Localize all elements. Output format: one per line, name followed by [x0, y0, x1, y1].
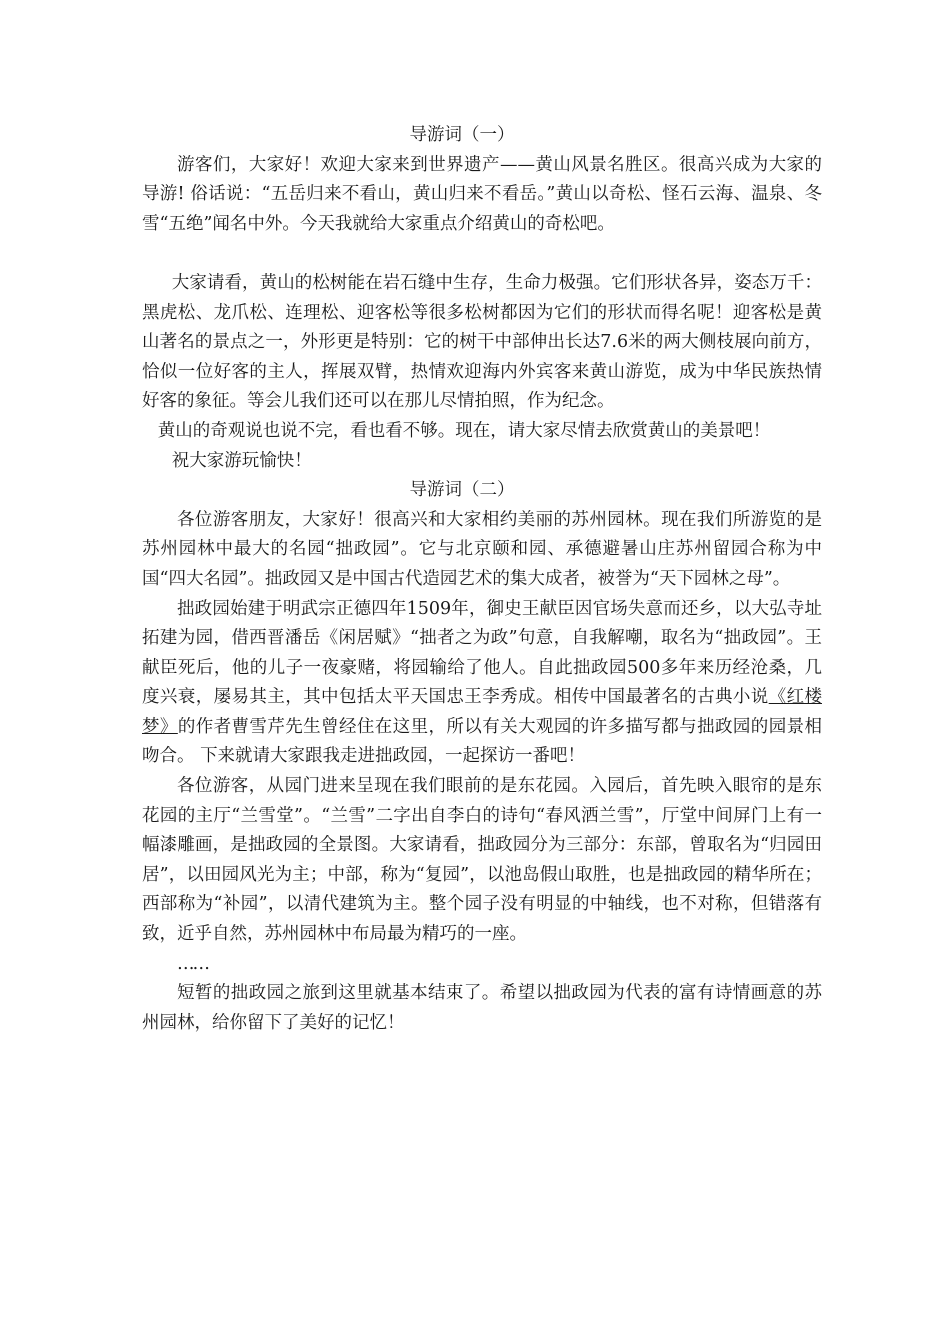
section1-paragraph-2: 大家请看，黄山的松树能在岩石缝中生存，生命力极强。它们形状各异，姿态万千：黑虎松、龙爪松、连理松、迎客松等很多松树都因为它们的形状而得名呢！迎客松是黄山著名的景点之一，外形更是特别：它的树干中部伸出长达7.6米的两大侧枝展向前方，恰似一位好客的主人，挥展双臂，热情欢迎海内外宾客来黄山游览，成为中华民族热情好客的象征。等会儿我们还可以在那儿尽情拍照，作为纪念。 — [142, 272, 822, 412]
ellipsis: …… — [177, 953, 208, 974]
section1-title: 导游词（一） — [409, 125, 515, 145]
blank-line — [142, 239, 822, 269]
section1-paragraph-3: 黄山的奇观说也说不完，看也看不够。现在，请大家尽情去欣赏黄山的美景吧！ — [157, 420, 771, 441]
section2-title: 导游词（二） — [409, 480, 515, 501]
section2-paragraph-4: 短暂的拙政园之旅到这里就基本结束了。希望以拙政园为代表的富有诗情画意的苏州园林，给你留下了美好的记忆！ — [142, 983, 822, 1033]
book-title-link[interactable]: 《红楼梦》 — [142, 687, 822, 737]
document-page — [142, 121, 822, 1038]
section2-paragraph-1: 各位游客朋友，大家好！很高兴和大家相约美丽的苏州园林。现在我们所游览的是苏州园林中最大的名园“拙政园”。它与北京颐和园、承德避暑山庄苏州留园合称为中国“四大名园”。拙政园又是中国古代造园艺术的集大成者，被誉为“天下园林之母”。 — [142, 509, 822, 589]
section1-paragraph-4: 祝大家游玩愉快！ — [171, 450, 312, 471]
section2-paragraph-2-end: 的作者曹雪芹先生曾经住在这里，所以有关大观园的许多描写都与拙政园的园景相吻合。 下来就请大家跟我走进拙政园，一起探访一番吧！ — [142, 716, 822, 767]
section2-paragraph-3: 各位游客，从园门进来呈现在我们眼前的是东花园。入园后，首先映入眼帘的是东花园的主厅“兰雪堂”。“兰雪”二字出自李白的诗句“春风洒兰雪”，厅堂中间屏门上有一幅漆雕画，是拙政园的全景图。大家请看，拙政园分为三部分：东部，曾取名为“归园田居”，以田园风光为主；中部，称为“复园”，以池岛假山取胜，也是拙政园的精华所在；西部称为“补园”，以清代建筑为主。整个园子没有明显的中轴线，也不对称，但错落有致，近乎自然，苏州园林中布局最为精巧的一座。 — [142, 776, 822, 945]
section1-paragraph-1: 游客们，大家好！欢迎大家来到世界遗产——黄山风景名胜区。很高兴成为大家的导游! 俗话说：“五岳归来不看山，黄山归来不看岳。”黄山以奇松、怪石云海、温泉、冬雪“五绝”闻名中外。今天我就给大家重点介绍黄山的奇松吧。 — [142, 154, 822, 234]
section2-paragraph-2-start: 拙政园始建于明武宗正德四年1509年，御史王献臣因官场失意而还乡，以大弘寺址拓建为园，借西晋潘岳《闲居赋》“拙者之为政”句意，自我解嘲，取名为“拙政园”。王献臣死后，他的儿子一夜豪赌，将园输给了他人。自此拙政园500多年来历经沧桑，几度兴衰，屡易其主，其中包括太平天国忠王李秀成。相传中国最著名的古典小说 — [142, 598, 822, 708]
section2-paragraph-2 — [142, 595, 822, 773]
